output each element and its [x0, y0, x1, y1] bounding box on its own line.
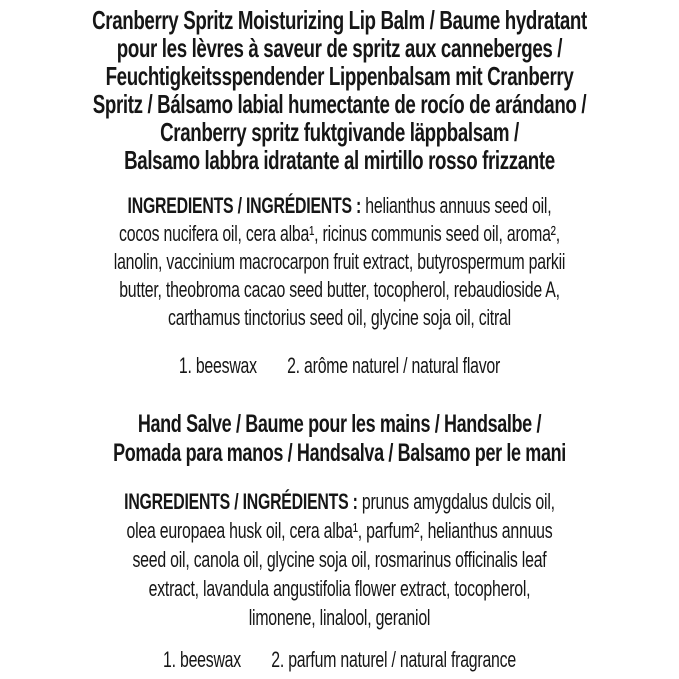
ingredients-text: prunus amygdalus dulcis oil, [361, 489, 555, 514]
title-line: Spritz / Bálsamo labial humectante de rocío de arándano / [92, 89, 587, 119]
ingredients-line: cocos nucifera oil, cera alba¹, ricinus communis seed oil, aroma², [119, 221, 560, 246]
title-line: Balsamo labbra idratante al mirtillo rosso frizzante [124, 145, 555, 175]
ingredients-text: helianthus annuus seed oil, [365, 193, 552, 218]
hand-salve-ingredients-list [0, 487, 679, 632]
ingredients-line: olea europaea husk oil, cera alba¹, parfum², helianthus annuus [126, 518, 553, 543]
ingredients-line: butter, theobroma cacao seed butter, tocopherol, rebaudioside A, [119, 277, 560, 302]
ingredients-heading: INGREDIENTS / INGRÉDIENTS : [127, 193, 362, 218]
footnote-beeswax: 1. beeswax [163, 647, 241, 672]
lip-balm-footnotes [0, 352, 679, 380]
lip-balm-product-name [0, 6, 679, 174]
footnote-natural-fragrance: 2. parfum naturel / natural fragrance [271, 647, 516, 672]
ingredients-line: carthamus tinctorius seed oil, glycine soja oil, citral [168, 305, 511, 330]
footnote-beeswax: 1. beeswax [178, 353, 257, 378]
ingredients-line: limonene, linalool, geraniol [248, 605, 431, 630]
title-line: Feuchtigkeitsspendender Lippenbalsam mit Cranberry [105, 61, 574, 91]
footnote-natural-flavor: 2. arôme naturel / natural flavor [287, 353, 501, 378]
ingredients-line [0, 487, 679, 516]
title-line: Cranberry spritz fuktgivande läppbalsam / [160, 117, 519, 147]
ingredients-line: extract, lavandula angustifolia flower extract, tocopherol, [148, 576, 531, 601]
ingredients-line [0, 192, 679, 220]
lip-balm-ingredients-list [0, 192, 679, 332]
title-line: Hand Salve / Baume pour les mains / Handsalbe / [137, 410, 542, 438]
hand-salve-footnotes [0, 646, 679, 674]
ingredients-line: seed oil, canola oil, glycine soja oil, rosmarinus officinalis leaf [132, 547, 547, 572]
ingredients-line: lanolin, vaccinium macrocarpon fruit extract, butyrospermum parkii [113, 249, 566, 274]
ingredients-heading: INGREDIENTS / INGRÉDIENTS : [124, 489, 358, 514]
title-line: Pomada para manos / Handsalva / Balsamo per le mani [113, 439, 566, 467]
title-line: pour les lèvres à saveur de spritz aux canneberges / [116, 33, 563, 63]
title-line: Cranberry Spritz Moisturizing Lip Balm / Baume hydratant [92, 5, 587, 35]
hand-salve-product-name [0, 410, 679, 468]
